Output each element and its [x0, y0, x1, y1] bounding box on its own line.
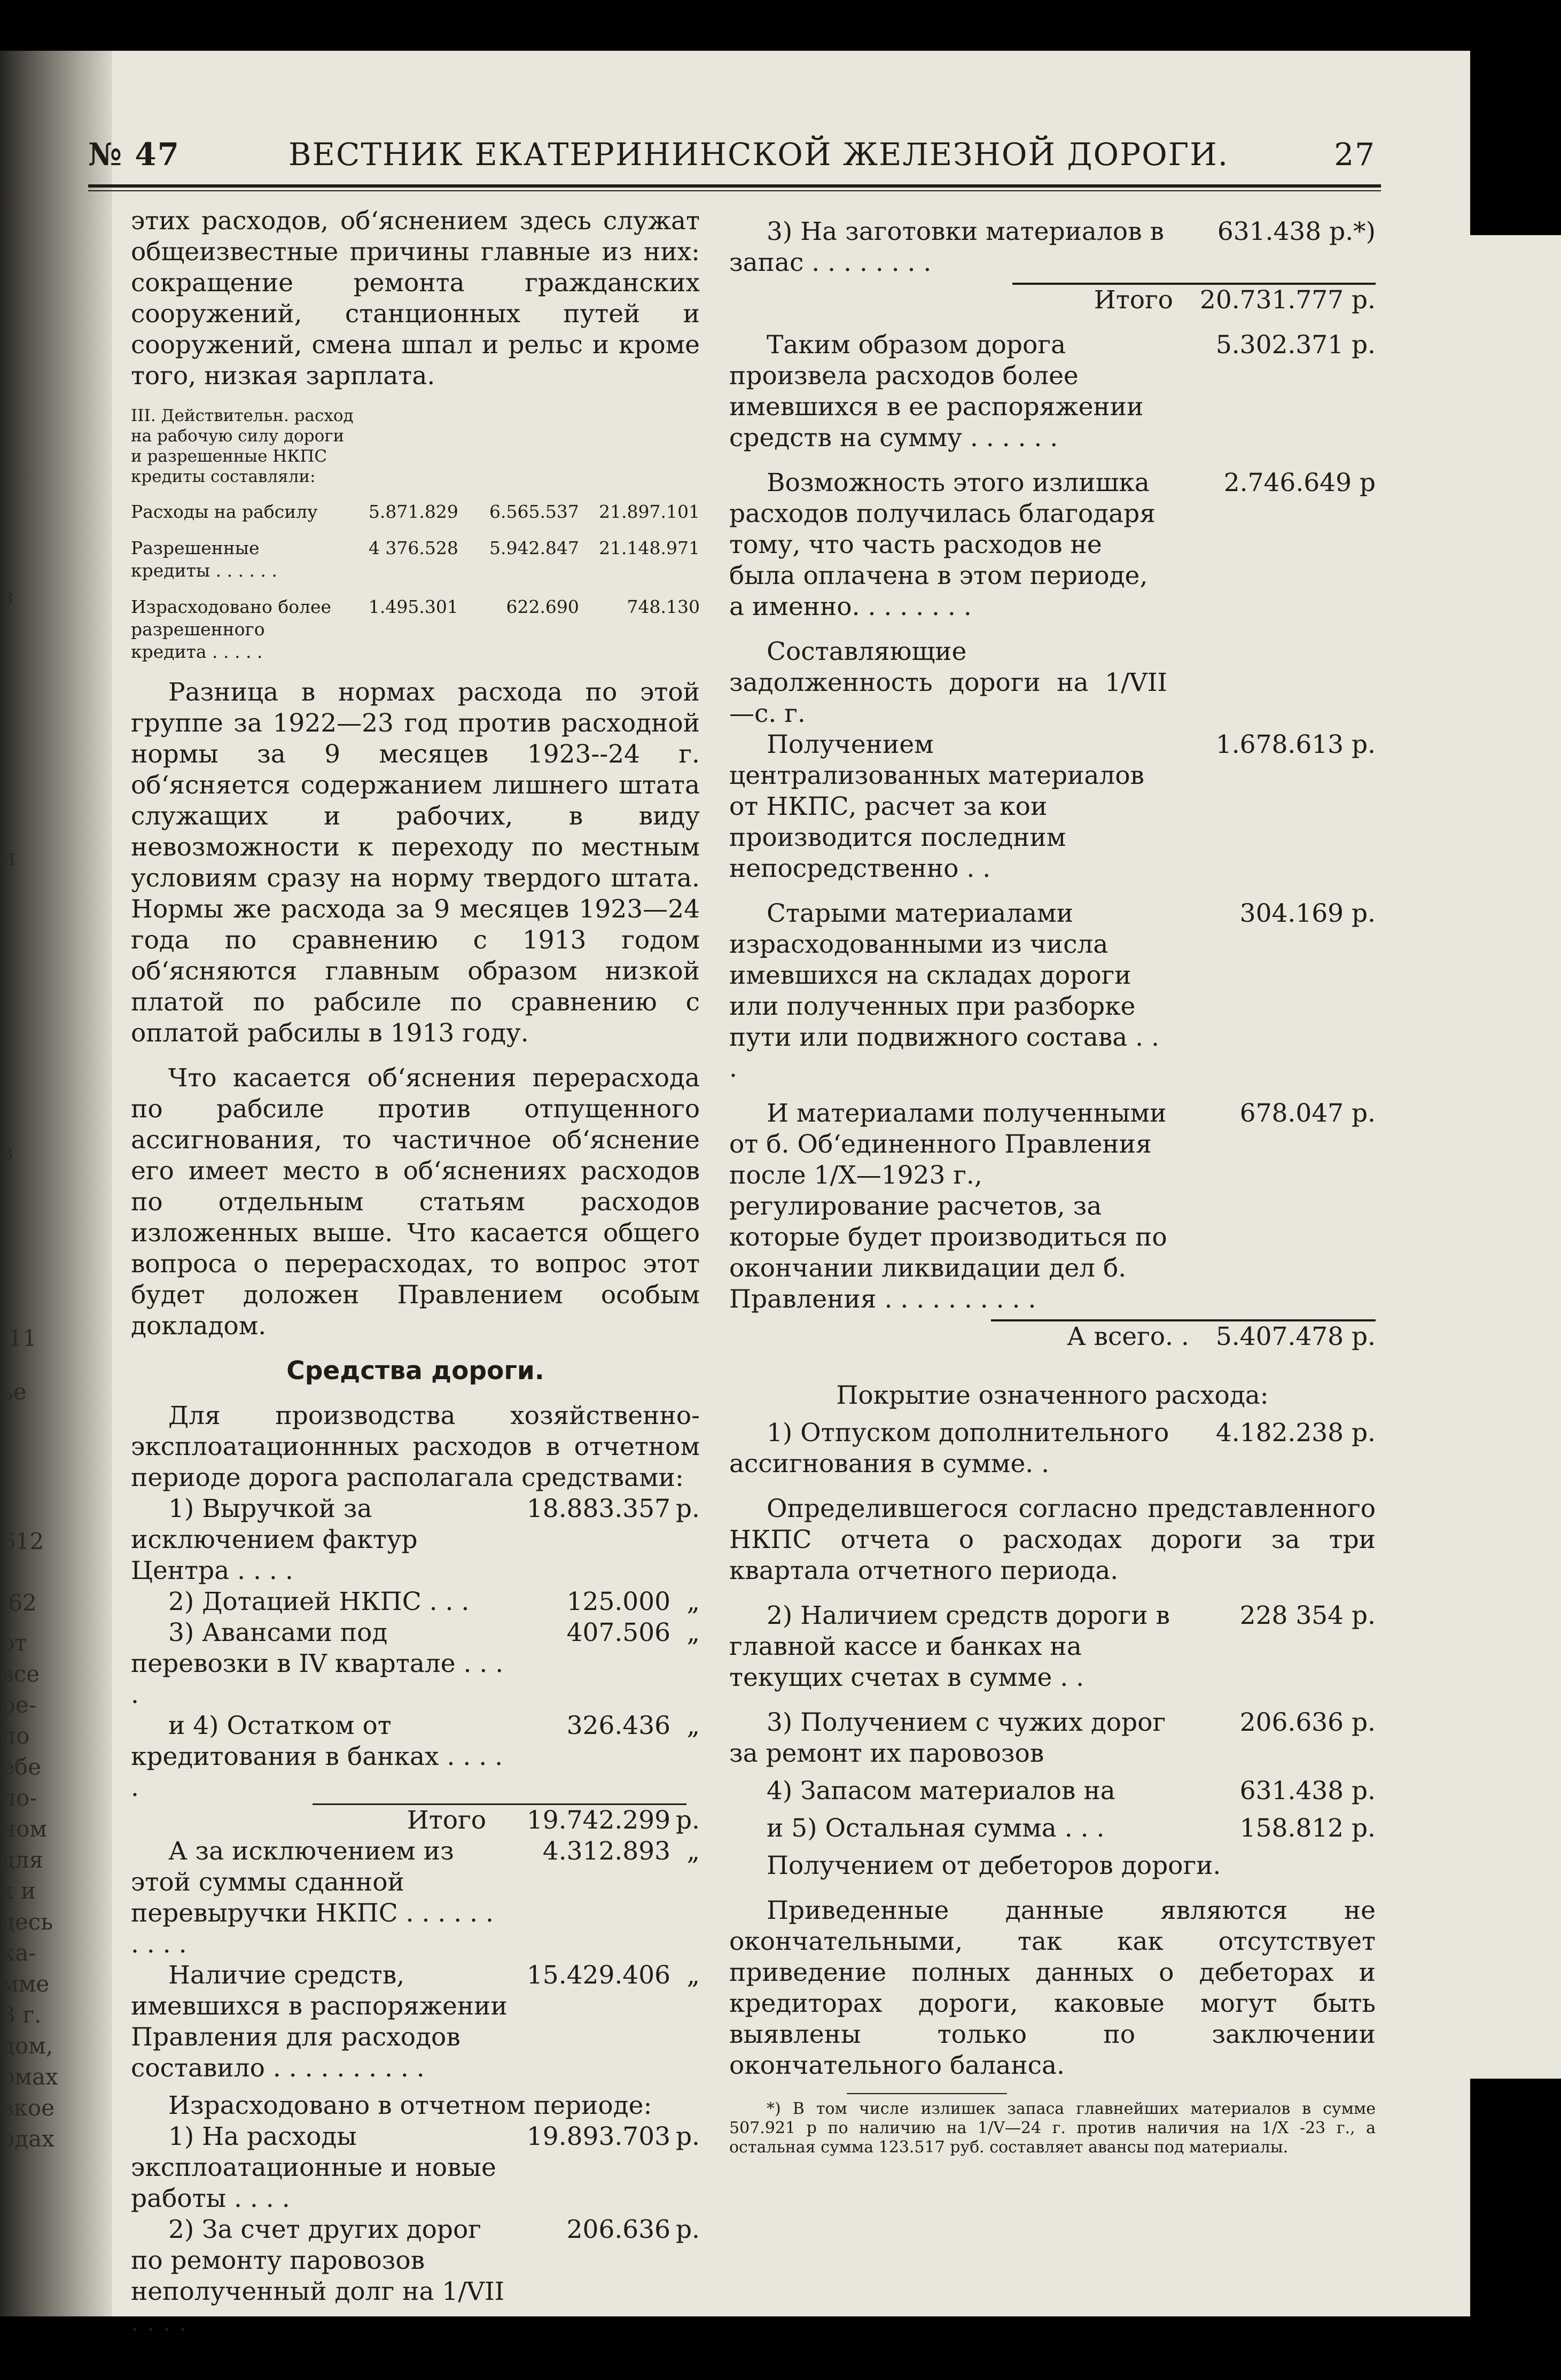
edge-mark: 612 [1, 1528, 44, 1554]
spent-value: 206.636 [566, 2215, 670, 2244]
table-cell-label: Расходы на рабсилу [131, 501, 318, 522]
edge-mark: омах [1, 2064, 58, 2090]
edge-mark: з [1, 1138, 13, 1164]
table-cell: 4 376.528 [368, 538, 458, 558]
edge-mark: 3 г. [1, 2002, 42, 2028]
item-poluch [729, 729, 1376, 884]
coverage-heading: Покрытие означенного расхода: [836, 1381, 1269, 1410]
edge-mark: з [1, 582, 13, 609]
income-row [131, 1494, 700, 1586]
edge-mark: от [1, 1630, 27, 1656]
spent-heading: Израсходовано в отчетном периоде: [168, 2091, 652, 2120]
income-label: 2) Дотацией НКПС . . . [168, 1587, 470, 1616]
item-value: 631.438 р. [1239, 1776, 1376, 1806]
page-header [88, 136, 1381, 179]
edge-mark: для [1, 1847, 44, 1873]
income-label: 1) Выручкой за исключением фактур Центра . . . . [131, 1494, 418, 1585]
deduction-row [131, 1836, 700, 1960]
edge-mark: ье [1, 1379, 27, 1405]
item-vozm [729, 468, 1376, 623]
item-zagotovka [729, 216, 1376, 278]
journal-title: ВЕСТНИК ЕКАТЕРИНИНСКОЙ ЖЕЛЕЗНОЙ ДОРОГИ. [288, 136, 1229, 173]
balance-unit: „ [686, 1961, 700, 1990]
deduction-label: А за исключением из этой суммы сданной перевыручки НКПС . . . . . . . . . . [131, 1837, 494, 1959]
total-label: А всего. . [1066, 1322, 1189, 1351]
table-cell: 21.148.971 [599, 538, 700, 558]
income-unit: р. [675, 1494, 700, 1523]
table-cell: 622.690 [506, 596, 579, 617]
income-value: 326.436 [566, 1711, 670, 1740]
table-cell: 1.495.301 [368, 596, 458, 617]
page-number: 27 [1334, 136, 1376, 173]
item-value: 631.438 р.*) [1217, 217, 1376, 246]
item-label: Возможность этого излишка расходов получилась благодаря тому, что часть расходов не была оплачена в этом периоде, а именно. . . . . . . . [729, 468, 1156, 621]
balance-label: Наличие средств, имевшихся в распоряжении Правления для расходов составило . . . . . . . . . . [131, 1961, 508, 2083]
table-cell-label: Израсходовано более разрешенного кредита . . . . . [131, 596, 332, 662]
spent-label: 2) За счет других дорог по ремонту паровозов неполученный долг на 1/VII . . . . [131, 2215, 505, 2337]
table-cell: 21.897.101 [599, 501, 700, 522]
edge-mark: ка- [1, 1940, 36, 1966]
edge-mark: десь [1, 1909, 53, 1935]
table-intro: III. Действительн. расход на рабочую силу дороги и разрешенные НКПС кредиты составляли: [131, 406, 354, 486]
spent-row [131, 2121, 700, 2214]
adjacent-page-flap [1470, 235, 1561, 2079]
item-value: 5.302.371 р. [1215, 330, 1376, 360]
item-starye [729, 898, 1376, 1084]
income-value: 125.000 [566, 1587, 670, 1616]
deduction-value: 4.312.893 [542, 1837, 670, 1866]
item-value: 2.746.649 р [1223, 468, 1376, 497]
item-value: 678.047 р. [1239, 1099, 1376, 1128]
total-value: 20.731.777 р. [1199, 285, 1376, 315]
item-label: 3) На заготовки материалов в запас . . . . . . . . [729, 217, 1164, 277]
spent-row [131, 2214, 700, 2338]
edge-mark: ебе [1, 1754, 41, 1780]
item-label: 2) Наличием средств дороги в главной кассе и банках на текущих счетах в сумме . . [729, 1601, 1170, 1692]
total-itogo [729, 285, 1376, 316]
income-row [131, 1710, 700, 1803]
paragraph-dlya: Для производства хозяйственно-эксплоатационнных расходов в отчетном периоде дорога располагала средствами: [131, 1401, 700, 1492]
edge-mark: по [1, 1723, 30, 1749]
total-label: Итого [1094, 285, 1173, 315]
right-column [729, 216, 1376, 2157]
item-takim [729, 330, 1376, 454]
paragraph-privedennye: Приведенные данные являются не окончательными, так как отсутствует приведение полных данных о дебеторах и кредиторах дороги, каковые могут быть выявлены только по заключении окончательного баланса. [729, 1896, 1376, 2080]
item-label: 3) Получением с чужих дорог за ремонт их паровозов [729, 1708, 1166, 1768]
item-i-mat [729, 1098, 1376, 1315]
wage-table [131, 501, 700, 663]
table-cell: 748.130 [627, 596, 700, 617]
income-unit: „ [686, 1618, 700, 1647]
paragraph-debet: Получением от дебеторов дороги. [767, 1851, 1221, 1880]
item-label: Старыми материалами израсходованными из числа имевшихся на складах дороги или полученных при разборке пути или подвижного состава . . . [729, 899, 1159, 1083]
income-label: и 4) Остатком от кредитования в банках . . . . . [131, 1711, 503, 1802]
header-rule-thin [88, 190, 1381, 191]
edge-mark: ре- [1, 1692, 36, 1718]
item-nalich [729, 1600, 1376, 1693]
table-cell: 5.871.829 [368, 501, 458, 522]
item-label: Получением централизованных материалов от НКПС, расчет за кои производится последним непосредственно . . [729, 730, 1145, 883]
income-row [131, 1617, 700, 1710]
balance-value: 15.429.406 [526, 1961, 670, 1990]
section-heading: Средства дороги. [286, 1356, 544, 1386]
edge-mark: все [1, 1661, 40, 1687]
item-value: 304.169 р. [1239, 899, 1376, 928]
edge-mark: вкое [1, 2095, 55, 2121]
item-label: 1) Отпуском дополнительного ассигнования в сумме. . [729, 1418, 1169, 1479]
edge-mark: по- [1, 1785, 37, 1811]
table-row [131, 537, 700, 582]
issue-number: № 47 [88, 136, 180, 173]
footnote: *) В том числе излишек запаса главнейших материалов в сумме 507.921 р по наличию на 1/V—24 г. против наличия на 1/X -23 г., а остальная сумма 123.517 руб. составляет авансы под материалы. [729, 2099, 1376, 2157]
balance-row [131, 1960, 700, 2084]
paragraph-raznica: Разница в нормах расхода по этой группе за 1922—23 год против расходной нормы за 9 месяцев 1923--24 г. об‘ясняется содержанием лишнего штата служащих и рабочих, в виду невозможности к переходу по местным условиям сразу на норму твердого штата. Нормы же расхода за 9 месяцев 1923—24 года по сравнению с 1913 годом об‘ясняются главным образом низкой платой по рабсиле по сравнению с оплатой рабсилы в 1913 году. [131, 678, 700, 1048]
paragraph-sostav: Составляющие задолженность дороги на 1/VII—с. г. [729, 637, 1167, 728]
item-value: 206.636 р. [1239, 1708, 1376, 1737]
income-unit: „ [686, 1587, 700, 1616]
header-rule [88, 184, 1381, 188]
total-row [131, 1805, 700, 1836]
item-value: 228 354 р. [1239, 1601, 1376, 1630]
income-value: 407.506 [566, 1618, 670, 1647]
paragraph-chto: Что касается об‘яснения перерасхода по рабсиле против отпущенного ассигнования, то частичное об‘яснение его имеет место в об‘яснениях расходов по отдельным статьям расходов изложенных выше. Что касается общего вопроса о перерасходах, то вопрос этот будет доложен Правлением особым докладом. [131, 1063, 700, 1341]
edge-mark: мме [1, 1971, 50, 1997]
income-unit: „ [686, 1711, 700, 1740]
edge-mark: ,11 [1, 1325, 37, 1351]
spent-label: 1) На расходы эксплоатационные и новые работы . . . . [131, 2122, 496, 2213]
table-cell: 5.942.847 [489, 538, 579, 558]
spent-value: 19.893.703 [526, 2122, 670, 2151]
table-cell: 6.565.537 [489, 501, 579, 522]
edge-mark: - [1, 908, 9, 935]
income-row [131, 1586, 700, 1617]
edge-mark: и [1, 844, 16, 870]
income-value: 18.883.357 [526, 1494, 670, 1523]
income-label: 3) Авансами под перевозки в IV квартале . . . . [131, 1618, 504, 1709]
table-row [131, 596, 700, 663]
total-vsego [729, 1321, 1376, 1352]
item-label: И материалами полученными от б. Об‘единенного Правления после 1/X—1923 г., регулирование расчетов, за которые будет производиться по окончании ликвидации дел б. Правления . . . . . . . . . . [729, 1099, 1167, 1314]
footnote-rule [847, 2093, 1007, 2094]
item-ostal [729, 1813, 1376, 1844]
deduction-unit: „ [686, 1837, 700, 1866]
edge-mark: ,62 [1, 1590, 37, 1616]
item-label: Таким образом дорога произвела расходов более имевшихся в ее распоряжении средств на сумму . . . . . . [729, 330, 1144, 453]
total-value: 19.742.299 [526, 1806, 670, 1835]
spent-unit: р. [675, 2215, 700, 2244]
spent-unit: р. [675, 2122, 700, 2151]
paragraph-opred: Определившегося согласно представленного НКПС отчета о расходах дороги за три квартала отчетного периода. [729, 1494, 1376, 1585]
table-cell-label: Разрешенные кредиты . . . . . . [131, 538, 277, 581]
item-label: 4) Запасом материалов на [767, 1776, 1115, 1806]
item-value: 158.812 р. [1239, 1814, 1376, 1843]
edge-mark: х и [1, 1878, 36, 1904]
left-column [131, 206, 700, 2338]
total-label: Итого [407, 1806, 486, 1835]
item-label: и 5) Остальная сумма . . . [767, 1814, 1105, 1843]
table-row [131, 501, 700, 523]
total-value: 5.407.478 р. [1215, 1322, 1376, 1351]
item-value: 4.182.238 р. [1215, 1418, 1376, 1448]
item-value: 1.678.613 р. [1215, 730, 1376, 759]
item-chuzh [729, 1707, 1376, 1769]
item-zapas [729, 1776, 1376, 1807]
total-unit: р. [675, 1806, 700, 1835]
edge-mark: одах [1, 2126, 54, 2152]
paragraph-intro: этих расходов, об‘яснением здесь служат общеизвестные причины главные из них: сокращение ремонта гражданских сооружений, станционных путей и сооружений, смена шпал и рельс и кроме того, низкая зарплата. [131, 206, 700, 391]
edge-mark: дом, [1, 2033, 53, 2059]
edge-mark: ном [1, 1816, 47, 1842]
item-otpusk [729, 1418, 1376, 1480]
